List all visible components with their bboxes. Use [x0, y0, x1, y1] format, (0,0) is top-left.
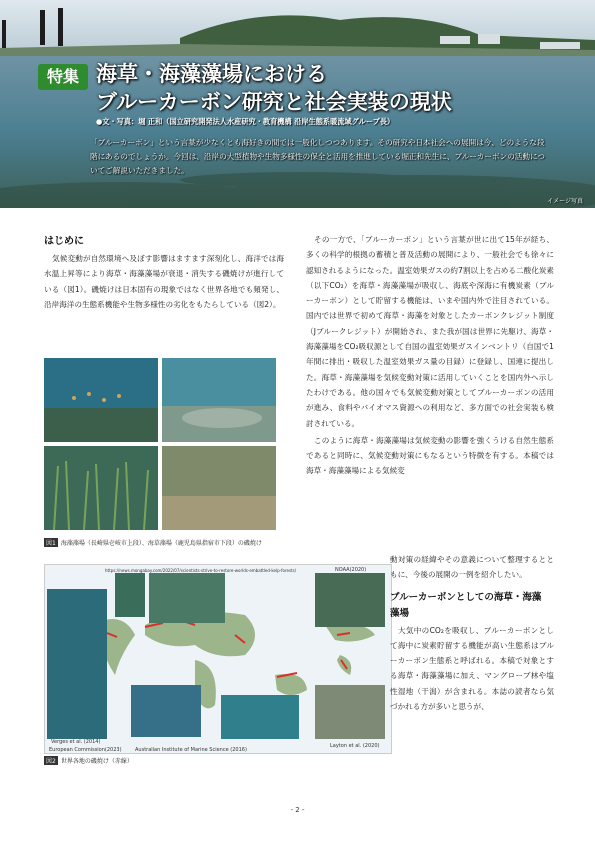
- figure-1-photo-bottom-left: [44, 446, 158, 530]
- article-title-line1: 海草・海藻藻場における: [96, 62, 327, 86]
- byline: ●文・写真：堀 正和（国立研究開発法人水産研究・教育機構 沿岸生態系暖流域グループ長）: [96, 117, 395, 126]
- feature-badge: 特集: [38, 64, 88, 90]
- page-number: - 2 -: [290, 806, 305, 814]
- figure-2-credit-noaa: NOAA(2020): [335, 567, 367, 573]
- figure-2-source-url: https://news.mongabay.com/2022/07/scientists-strive-to-restore-worlds-embattled-kelp-forests/: [105, 568, 297, 573]
- figure-2-number: 図2: [46, 758, 56, 765]
- bluecarbon-paragraph: 大気中のCO₂を吸収し、ブルーカーボンとして海中に炭素貯留する機能が高い生態系はブルーカーボン生態系と呼ばれる。本稿で対象とする海草・海藻藻場に加え、マングローブ林や塩性湿地（干潟）が含まれる。本誌の読者なら気づかれる方が多いと思うが、: [390, 625, 554, 712]
- lead-paragraph: 「ブルーカーボン」という言葉が少なくとも海好きの間では一般化しつつあります。その研究や日本社会への展開は今、どのような段階にあるのでしょうか。今回は、沿岸の大型植物や生物多様性の保全と活用を推進している堀正和先生に、ブルーカーボンの活動についてご解説いただきました。: [90, 138, 546, 175]
- figure-1-photo-bottom-right: [162, 446, 276, 530]
- figure-2-credit-ec: European Commission(2023): [49, 747, 122, 753]
- figure-1-photo-top-right: [162, 358, 276, 442]
- figure-1: [44, 358, 276, 536]
- section-heading-bluecarbon-2: 藻場: [390, 607, 410, 619]
- intro-paragraph: 気候変動が自然環境へ及ぼす影響はますます深刻化し、海洋では海水温上昇等により海草・海藻藻場が衰退・消失する磯焼けが進行している（図1）。磯焼けは日本固有の現象ではなく世界各地でも頻発し、沿岸海洋の生態系機能や生物多様性の劣化をもたらしている（図2）。: [44, 254, 284, 309]
- article-title-line2: ブルーカーボン研究と社会実装の現状: [96, 90, 452, 114]
- figure-2-caption: 図2 世界各地の磯焼け（赤線）: [46, 758, 133, 765]
- figure-1-number: 図1: [46, 540, 56, 547]
- hero-image-caption: イメージ写真: [547, 198, 583, 205]
- world-map: [45, 565, 391, 753]
- figure-1-photo-top-left: [44, 358, 158, 442]
- right-column: [306, 232, 554, 479]
- figure-2-credit-aims: Australian Institute of Marine Science (2016): [135, 747, 247, 753]
- right-paragraph-2: このように海草・海藻藻場は気候変動の影響を強くうける自然生態系であると同時に、気候変動対策にもなるという特徴を有する。本稿では海草・海藻藻場による気候変: [306, 435, 554, 476]
- intro-section: [44, 232, 284, 312]
- figure-2: [44, 564, 392, 754]
- section-heading-bluecarbon-1: ブルーカーボンとしての海草・海藻: [390, 591, 542, 603]
- hero-banner: [0, 0, 595, 208]
- figure-1-caption: 図1 海藻藻場（長崎県壱岐市上段）、海草藻場（鹿児島県指宿市下段）の磯焼け: [46, 540, 262, 547]
- right-paragraph-1: その一方で、「ブルーカーボン」という言葉が世に出て15年が経ち、多くの科学的根拠の蓄積と普及活動の展開により、一般社会でも徐々に認知されるようになった。温室効果ガスの約7割以上を占める二酸化炭素（以下CO₂）を海草・海藻藻場が吸収し、海底や深海に有機炭素（ブルーカーボン）として貯留する機能は、いまや国内外で注目されている。国内では世界で初めて海草・海藻を対象としたカーボンクレジット制度（Jブルークレジット）が開始され、また我が国は世界に先駆け、海草・海藻藻場をCO₂吸収源として自国の温室効果ガスインベントリ（自国で1年間に排出・吸収した温室効果ガス量の目録）に登録し、国連に提出した。海草・海藻藻場を気候変動対策に活用していくことを国内外へ示したわけである。他の国々でも気候変動対策としてブルーカーボンの活用が進み、食料やバイオマス資源への利用など、多方面での社会実装も検討されている。: [306, 235, 554, 428]
- figure-2-credit-verges: Verges et al. (2014): [51, 739, 101, 745]
- right-lower-column: [390, 552, 554, 714]
- right-paragraph-2-continued: 動対策の経緯やその意義について整理するとともに、今後の展開の一例を紹介したい。: [390, 555, 554, 580]
- figure-2-credit-layton: Layton et al. (2020): [330, 743, 380, 749]
- section-heading-intro: はじめに: [44, 236, 84, 247]
